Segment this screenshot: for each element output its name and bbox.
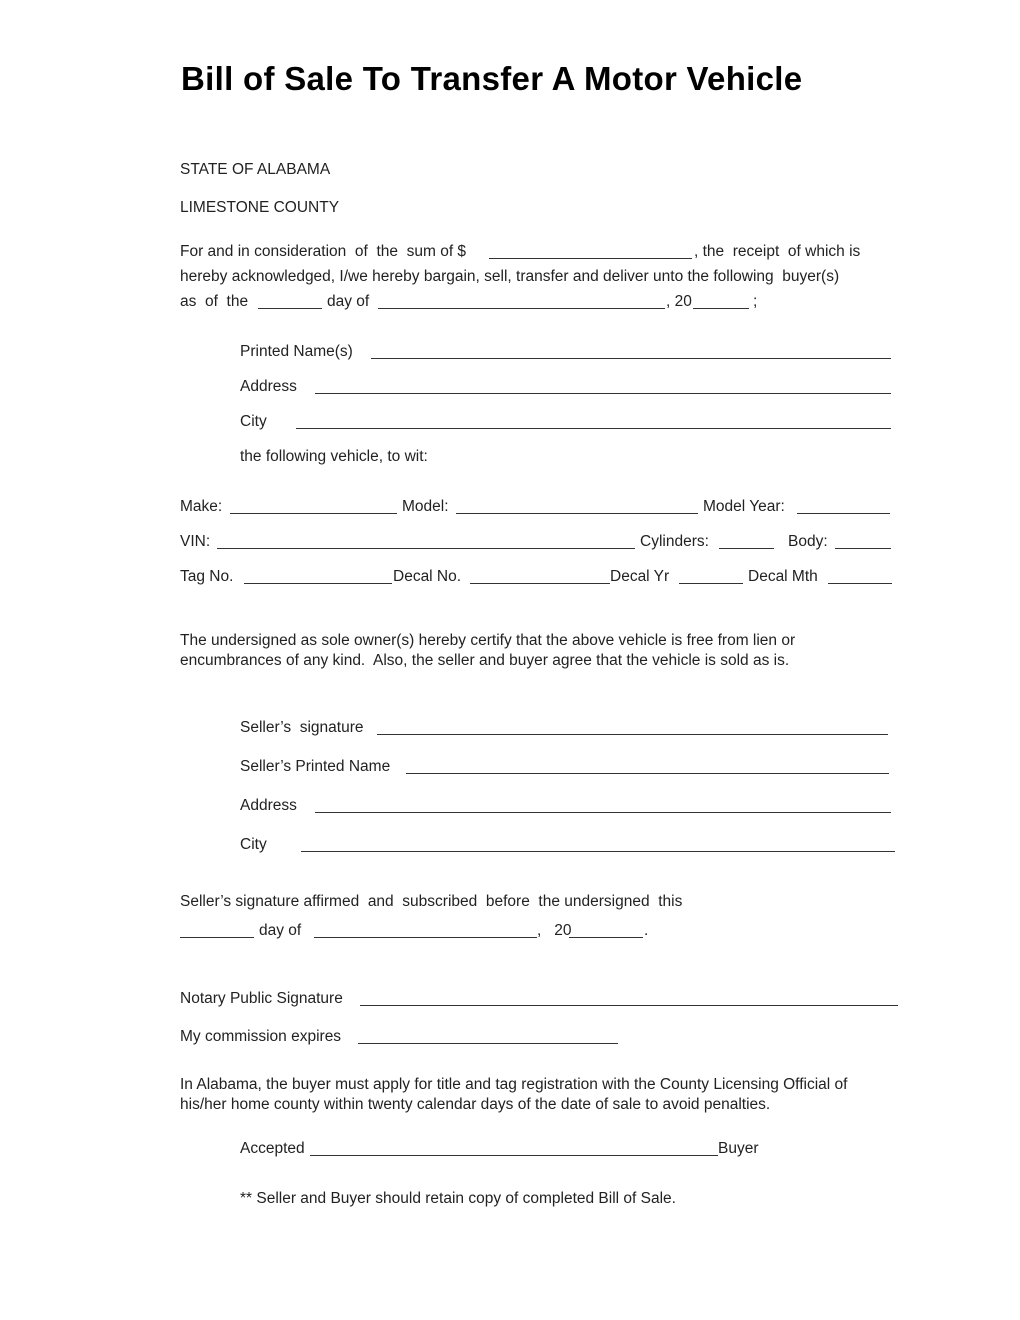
decal-mth-field[interactable]: [828, 583, 892, 584]
accepted-label: Accepted: [240, 1140, 305, 1157]
buyer-printed-name-field[interactable]: [371, 358, 891, 359]
alabama-note-1: In Alabama, the buyer must apply for title and tag registration with the County Licensing Official of: [180, 1076, 848, 1093]
affirm-period: .: [644, 922, 649, 939]
tag-no-label: Tag No.: [180, 568, 234, 585]
seller-city-label: City: [240, 836, 267, 853]
commission-expires-field[interactable]: [358, 1043, 618, 1044]
buyer-address-label: Address: [240, 378, 297, 395]
buyer-address-field[interactable]: [315, 393, 891, 394]
accepted-field[interactable]: [310, 1155, 718, 1156]
affirm-year-field[interactable]: [569, 937, 643, 938]
consideration-text-3a: as of the: [180, 293, 249, 310]
model-label: Model:: [402, 498, 449, 515]
make-field[interactable]: [230, 513, 397, 514]
seller-address-label: Address: [240, 797, 297, 814]
vin-field[interactable]: [217, 548, 635, 549]
certify-text-2: encumbrances of any kind. Also, the seller and buyer agree that the vehicle is sold as is.: [180, 652, 790, 669]
tag-no-field[interactable]: [244, 583, 392, 584]
cylinders-field[interactable]: [719, 548, 774, 549]
seller-printed-name-label: Seller’s Printed Name: [240, 758, 391, 775]
consideration-text-3b: day of: [327, 293, 370, 310]
consideration-text-3c: , 20: [666, 293, 692, 310]
decal-no-field[interactable]: [470, 583, 610, 584]
state-label: STATE OF ALABAMA: [180, 161, 331, 178]
body-label: Body:: [788, 533, 828, 550]
notary-signature-field[interactable]: [360, 1005, 898, 1006]
commission-expires-label: My commission expires: [180, 1028, 342, 1045]
seller-city-field[interactable]: [301, 851, 895, 852]
seller-printed-name-field[interactable]: [406, 773, 889, 774]
seller-signature-label: Seller’s signature: [240, 719, 364, 736]
consideration-text-1a: For and in consideration of the sum of $: [180, 243, 467, 260]
decal-no-label: Decal No.: [393, 568, 462, 585]
year-field[interactable]: [693, 308, 749, 309]
buyer-label: Buyer: [718, 1140, 759, 1157]
consideration-text-1b: , the receipt of which is: [694, 243, 861, 260]
model-year-label: Model Year:: [703, 498, 785, 515]
retain-note: ** Seller and Buyer should retain copy of completed Bill of Sale.: [240, 1190, 676, 1207]
seller-address-field[interactable]: [315, 812, 891, 813]
affirm-day-of-label: day of: [259, 922, 302, 939]
certify-text-1: The undersigned as sole owner(s) hereby certify that the above vehicle is free from lien or: [180, 632, 796, 649]
consideration-text-3d: ;: [753, 293, 758, 310]
day-field[interactable]: [258, 308, 322, 309]
document-title: Bill of Sale To Transfer A Motor Vehicle: [181, 60, 803, 97]
alabama-note-2: his/her home county within twenty calendar days of the date of sale to avoid penalties.: [180, 1096, 771, 1113]
decal-mth-label: Decal Mth: [748, 568, 818, 585]
model-field[interactable]: [456, 513, 698, 514]
buyer-city-label: City: [240, 413, 267, 430]
decal-yr-label: Decal Yr: [610, 568, 670, 585]
decal-yr-field[interactable]: [679, 583, 743, 584]
seller-signature-field[interactable]: [377, 734, 888, 735]
vin-label: VIN:: [180, 533, 211, 550]
affirm-month-field[interactable]: [314, 937, 537, 938]
consideration-text-2: hereby acknowledged, I/we hereby bargain, sell, transfer and deliver unto the following buyer(s): [180, 268, 840, 285]
body-field[interactable]: [835, 548, 891, 549]
month-field[interactable]: [378, 308, 665, 309]
notary-signature-label: Notary Public Signature: [180, 990, 343, 1007]
buyer-printed-name-label: Printed Name(s): [240, 343, 353, 360]
county-label: LIMESTONE COUNTY: [180, 199, 340, 216]
affirm-year-label: , 20: [537, 922, 572, 939]
affirm-text: Seller’s signature affirmed and subscribed before the undersigned this: [180, 893, 683, 910]
cylinders-label: Cylinders:: [640, 533, 709, 550]
model-year-field[interactable]: [797, 513, 890, 514]
sum-field[interactable]: [489, 258, 692, 259]
affirm-day-field[interactable]: [180, 937, 254, 938]
make-label: Make:: [180, 498, 223, 515]
buyer-city-field[interactable]: [296, 428, 891, 429]
following-vehicle-text: the following vehicle, to wit:: [240, 448, 428, 465]
